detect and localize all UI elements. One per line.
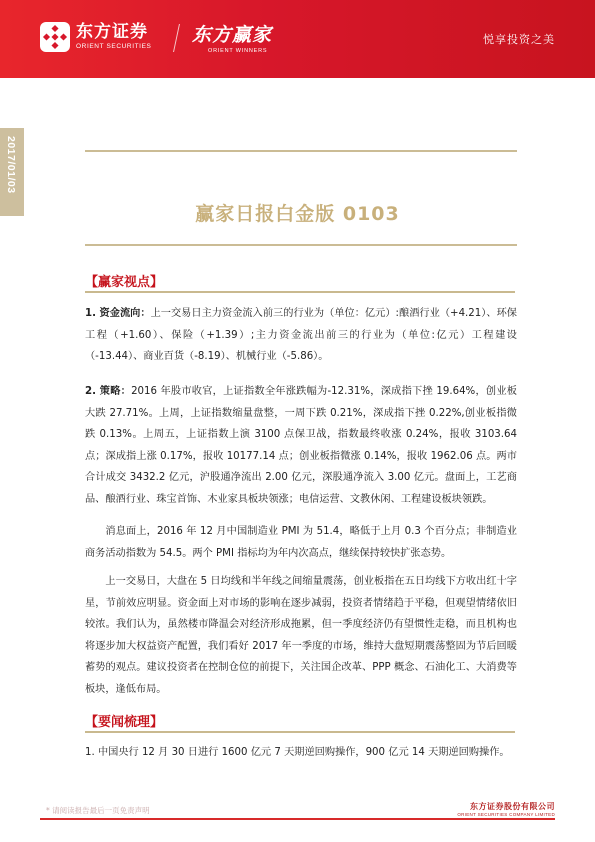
header-divider (173, 24, 180, 52)
page-header (0, 0, 595, 78)
brand-cn-text: 东方赢家 (192, 24, 273, 46)
footer-company (457, 803, 555, 818)
page-title: 赢家日报白金版 0103 (195, 203, 400, 225)
paragraph-label: 1. 资金流向： (85, 308, 151, 319)
logo-en-text: ORIENT SECURITIES (76, 42, 152, 50)
title-top-rule (85, 150, 517, 152)
paragraph-strategy (85, 381, 517, 510)
orient-winners-logo (192, 20, 272, 54)
section-divider (85, 291, 515, 293)
section-heading-viewpoint: 【赢家视点】 (85, 275, 164, 290)
report-date: 2017/01/03 (5, 136, 17, 194)
paragraph-fund-flow (85, 303, 517, 368)
paragraph-market-view: 上一交易日，大盘在 5 日均线和半年线之间缩量震荡，创业板指在五日均线下方收出红十字星，节前效应明显。资金面上对市场的影响在逐步减弱，投资者情绪趋于平稳，但观望情绪依旧较浓。我们认为，虽然楼市降温会对经济形成拖累，但一季度经济仍有望惯性走稳，而且机构也将逐步加大权益资产配置，我们看好 2017 年一季度的市场，维持大盘短期震荡整固为节后回暖蓄势的观点。建议投资者在控制仓位的前提下，关注国企改革、PPP 概念、石油化工、大消费等板块，逢低布局。 (85, 576, 517, 695)
footer-company-cn: 东方证券股份有限公司 (470, 802, 555, 811)
orient-securities-logo (40, 22, 151, 52)
disclaimer-note: * 请阅读报告最后一页免责声明 (46, 806, 150, 815)
paragraph-text: 上一交易日主力资金流入前三的行业为（单位：亿元）:酿酒行业（+4.21）、环保工程（+1.60）、保险（+1.39）;主力资金流出前三的行业为（单位:亿元）工程建设（-13.44）、商业百货（-8.19）、机械行业（-5.86）。 (85, 308, 517, 362)
section-divider (85, 731, 515, 733)
title-bottom-rule (85, 244, 517, 246)
paragraph-text: 2016 年股市收官，上证指数全年涨跌幅为-12.31%，深成指下挫 19.64%，创业板大跌 27.71%。上周，上证指数缩量盘整，一周下跌 0.21%，深成指下挫 0.22%,创业板指微跌 0.13%。上周五，上证指数上演 3100 点保卫战，指数最终收涨 0.24%，报收 3103.64 点；深成指上涨 0.17%，报收 10177.14 点；创业板指微涨 0.14%，报收 1962.06 点。两市合计成交 3432.2 亿元，沪股通净流出 2.00 亿元，深股通净流入 3.00 亿元。盘面上，工艺商品、酿酒行业、珠宝首饰、木业家具板块领涨；电信运营、文教休闲、工程建设板块领跌。 (85, 386, 517, 505)
orient-logo-icon (40, 22, 70, 52)
paragraph-news: 消息面上，2016 年 12 月中国制造业 PMI 为 51.4，略低于上月 0.3 个百分点；非制造业商务活动指数为 54.5。两个 PMI 指标均为年内次高点，继续保持较快扩张态势。 (85, 526, 517, 559)
section-heading-news: 【要闻梳理】 (85, 715, 164, 730)
brand-en-text: ORIENT WINNERS (208, 48, 268, 54)
footer-company-en: ORIENT SECURITIES COMPANY LIMITED (457, 812, 555, 817)
footer-rule (40, 818, 555, 820)
logo-cn-text: 东方证券 (76, 21, 148, 42)
header-slogan: 悦享投资之美 (483, 33, 555, 46)
news-item: 1. 中国央行 12 月 30 日进行 1600 亿元 7 天期逆回购操作，900 亿元 14 天期逆回购操作。 (85, 747, 510, 758)
paragraph-label: 2. 策略： (85, 386, 132, 397)
